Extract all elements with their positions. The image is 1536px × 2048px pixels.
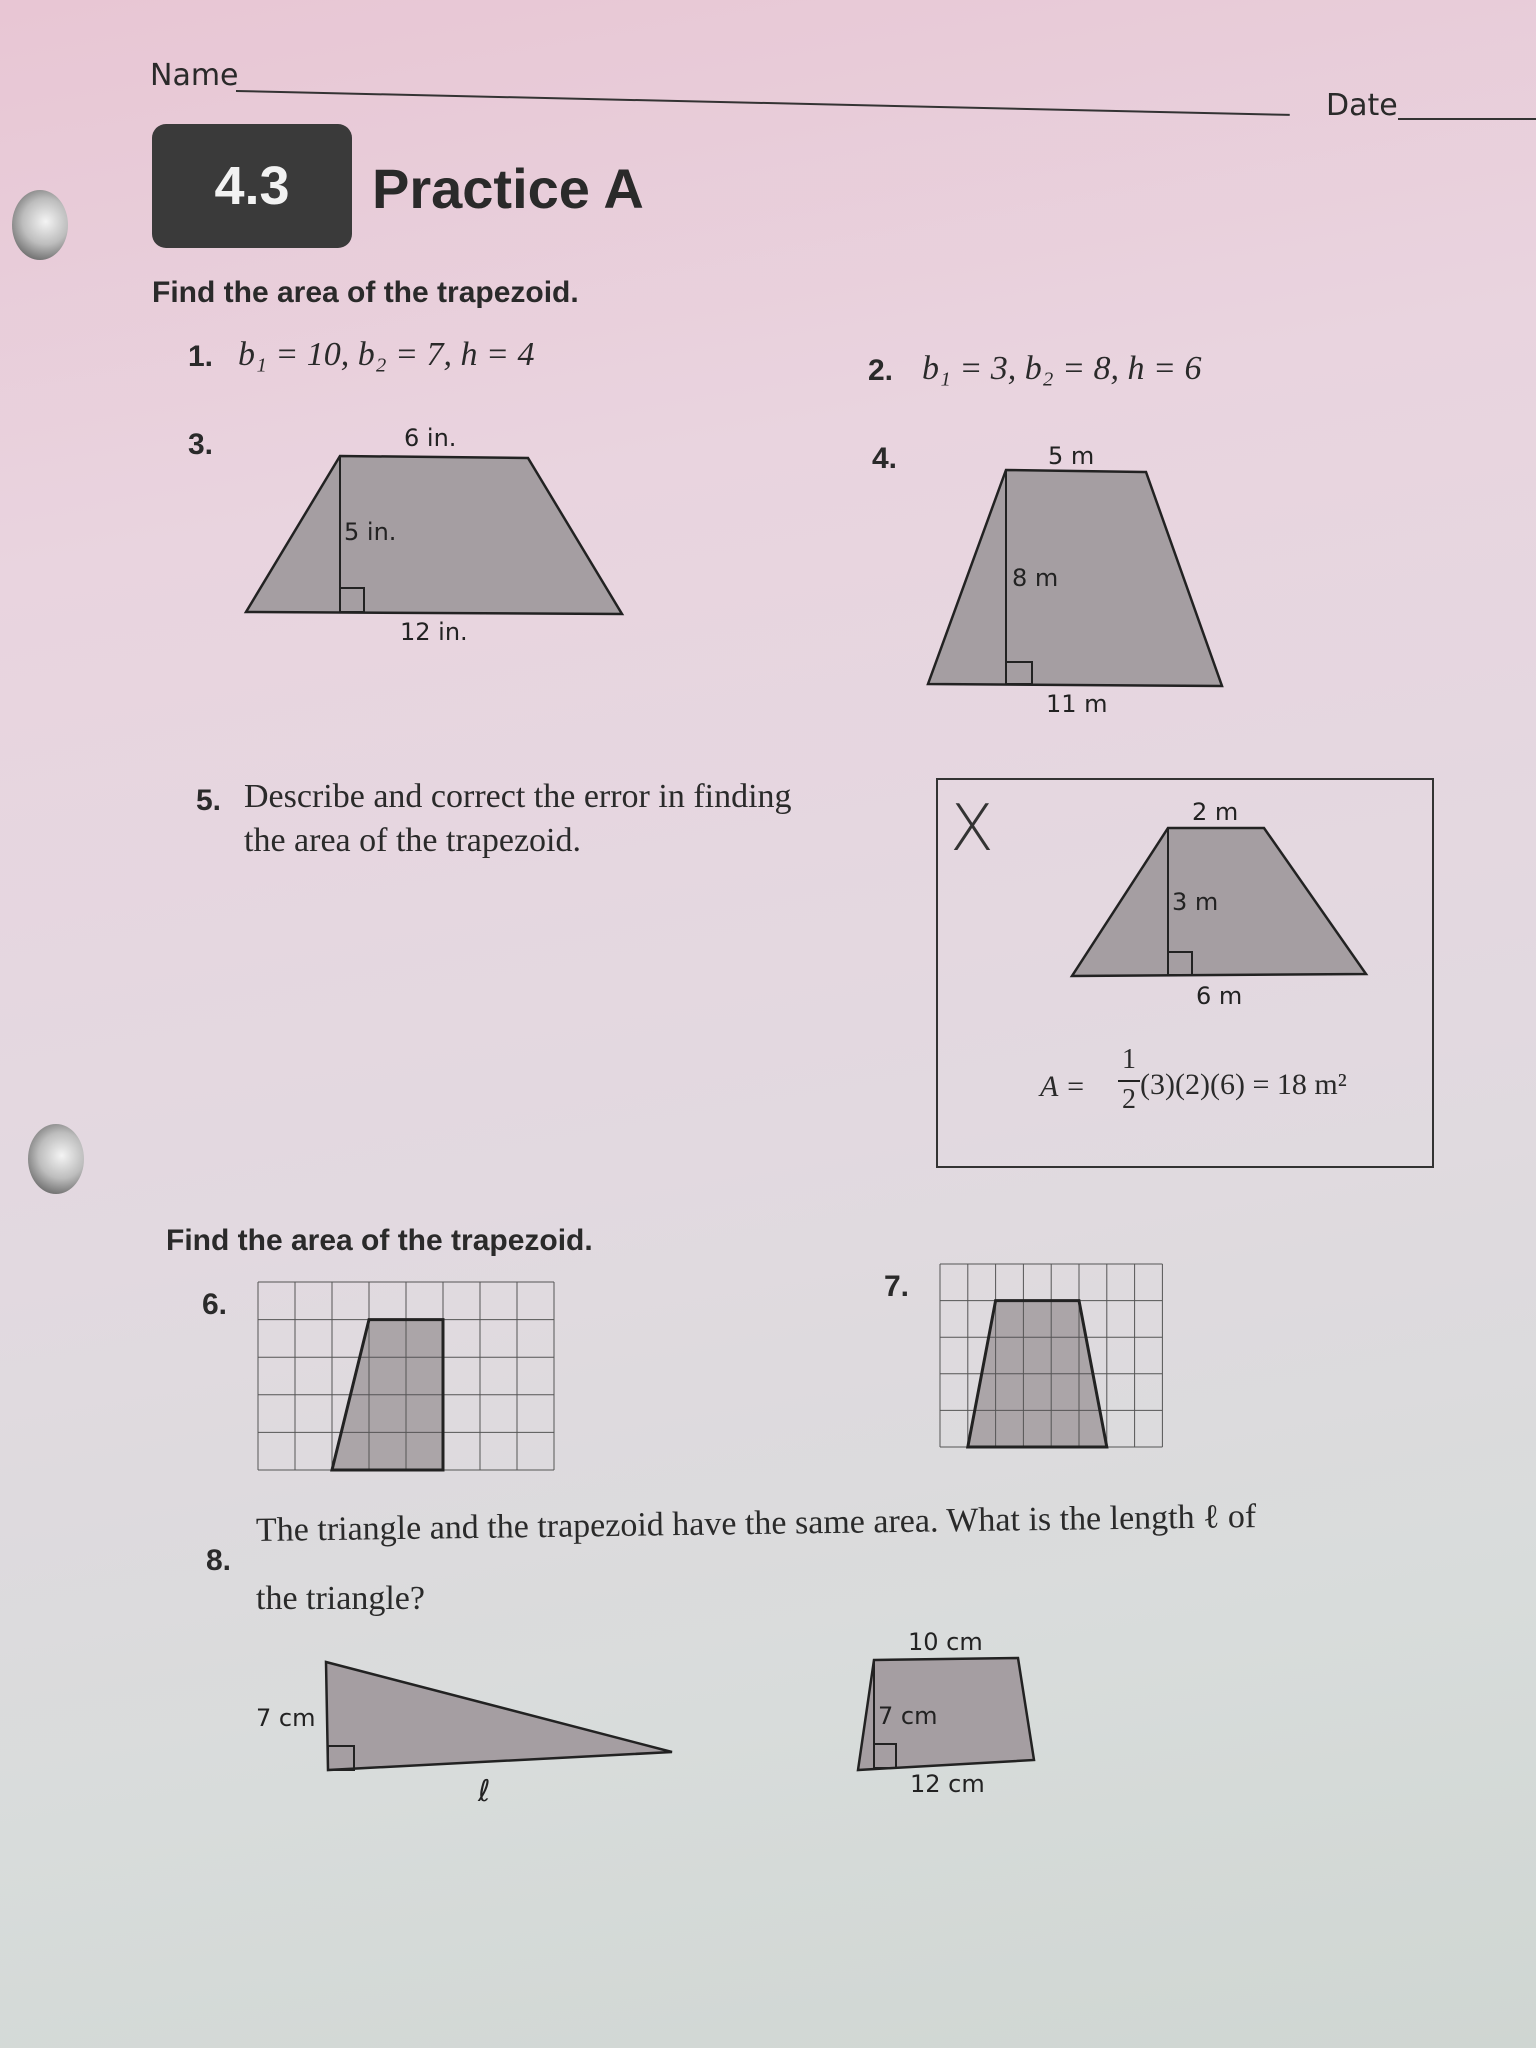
problem-8-trapezoid-top-label: 10 cm [908, 1628, 983, 1656]
problem-3-bottom-label: 12 in. [400, 618, 468, 646]
formula-numerator: 1 [1122, 1044, 1136, 1075]
problem-8-triangle-length-label: ℓ [478, 1774, 491, 1809]
problem-8-text-line-2: the triangle? [256, 1580, 425, 1617]
section-badge: 4.3 [152, 124, 352, 248]
problem-2-equation: b₁ = 3, b₂ = 8, h = 6 [922, 350, 1202, 387]
problem-8-trapezoid-height-label: 7 cm [878, 1702, 938, 1730]
problem-4-number: 4. [872, 442, 898, 475]
problem-3-number: 3. [188, 428, 214, 461]
problem-5-text-line-1: Describe and correct the error in finding [244, 778, 792, 815]
problem-8-number: 8. [206, 1544, 232, 1577]
error-x-mark: X [950, 792, 994, 866]
formula-rhs: (3)(2)(6) = 18 m² [1140, 1068, 1347, 1101]
date-label: Date [1326, 88, 1398, 123]
problem-8-trapezoid-bottom-label: 12 cm [910, 1770, 985, 1798]
problem-4-top-label: 5 m [1048, 442, 1095, 470]
problem-5-text-line-2: the area of the trapezoid. [244, 822, 581, 859]
problem-4-bottom-label: 11 m [1046, 690, 1108, 718]
problem-8-triangle-height-label: 7 cm [256, 1704, 316, 1732]
name-label: Name [150, 58, 239, 93]
formula-lhs: A = [1040, 1070, 1086, 1103]
instruction-heading-1: Find the area of the trapezoid. [152, 276, 579, 309]
formula-denominator: 2 [1122, 1084, 1136, 1115]
problem-7-number: 7. [884, 1270, 910, 1303]
problem-1-equation: b₁ = 10, b₂ = 7, h = 4 [238, 336, 535, 373]
problem-5-height-label: 3 m [1172, 888, 1219, 916]
problem-3-height-label: 5 in. [344, 518, 397, 546]
problem-3-top-label: 6 in. [404, 424, 457, 452]
problem-5-top-label: 2 m [1192, 798, 1239, 826]
problem-1-number: 1. [188, 340, 214, 373]
instruction-heading-2: Find the area of the trapezoid. [166, 1224, 593, 1257]
problem-5-number: 5. [196, 784, 222, 817]
problem-4-height-label: 8 m [1012, 564, 1059, 592]
problem-8-text-line-1: The triangle and the trapezoid have the same area. What is the length ℓ of [255, 1498, 1257, 1549]
problem-2-number: 2. [868, 354, 894, 387]
problem-5-bottom-label: 6 m [1196, 982, 1243, 1010]
page-title: Practice A [372, 157, 644, 220]
problem-6-number: 6. [202, 1288, 228, 1321]
